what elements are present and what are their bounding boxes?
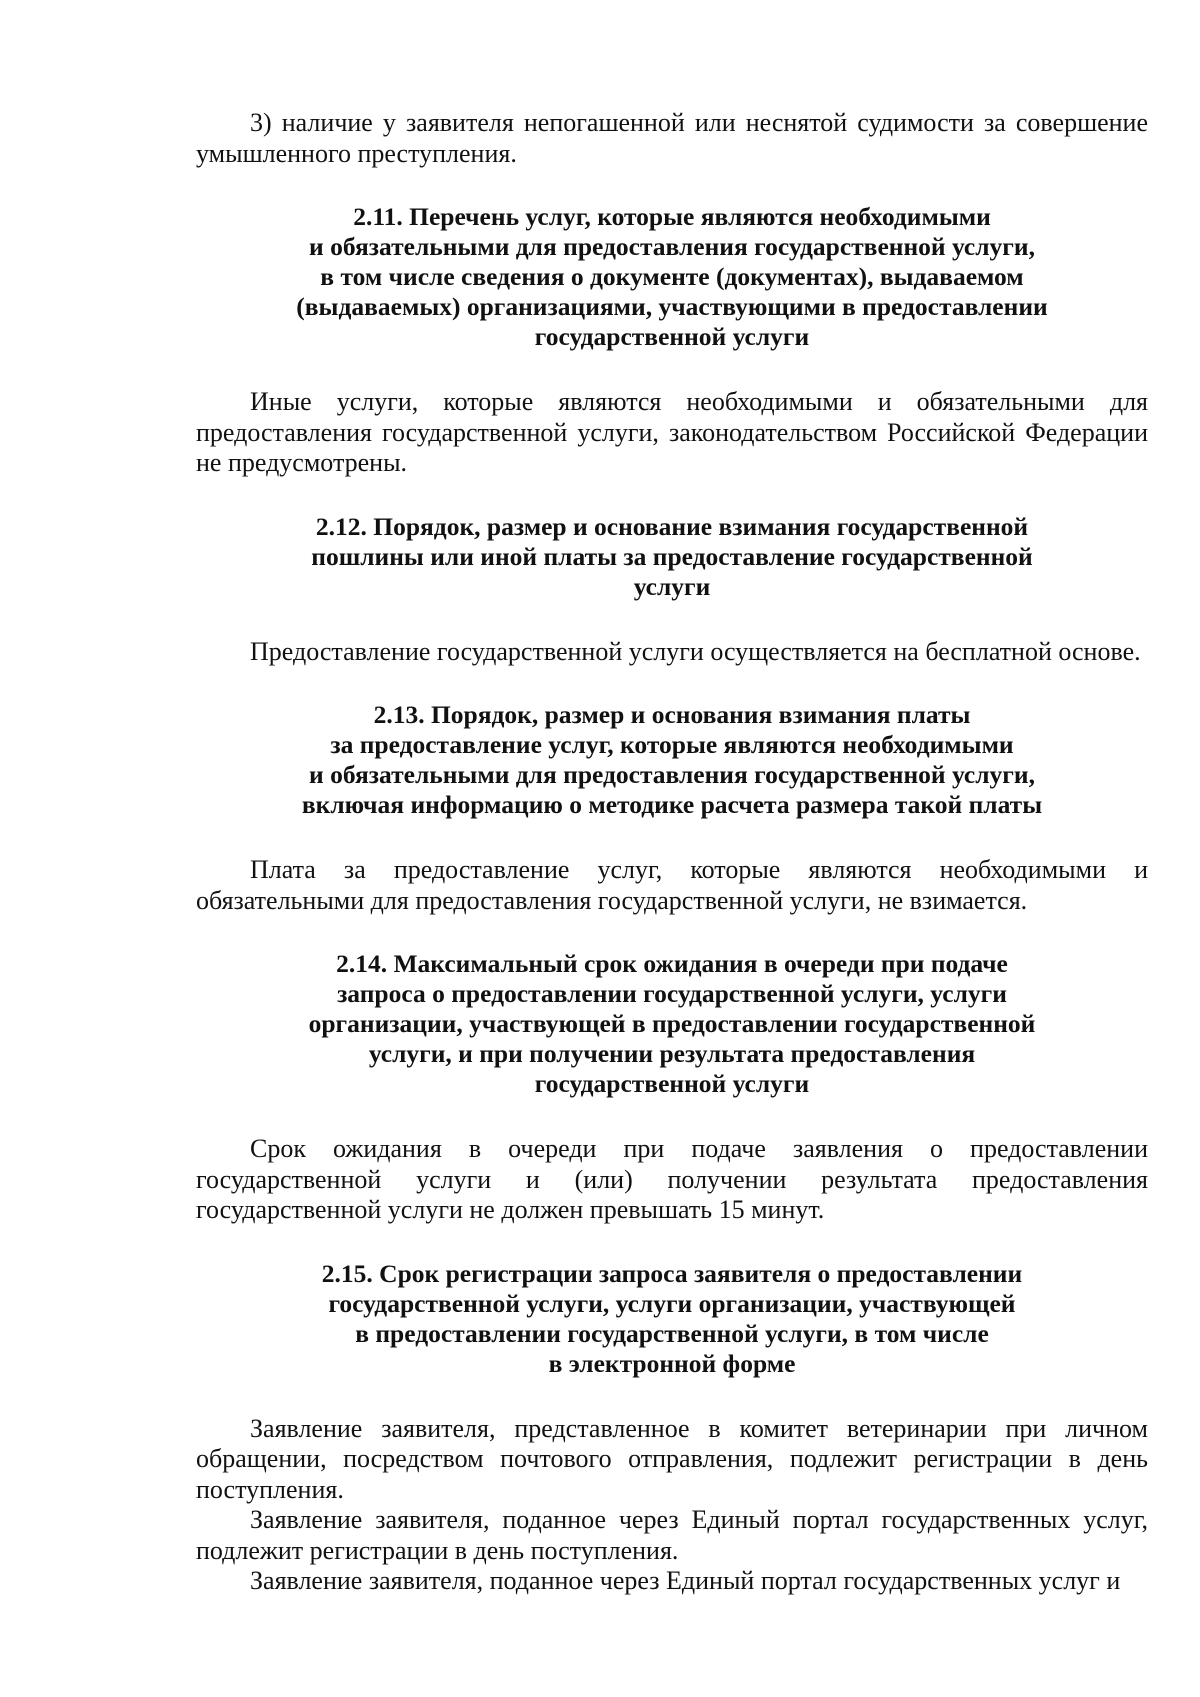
document-body [196, 108, 1148, 1597]
section-2-15-paragraph: Заявление заявителя, представленное в комитет ветеринарии при личном обращении, посредством почтового отправления, подлежит регистрации в день поступления. [196, 1413, 1148, 1504]
heading-line: в предоставлении государственной услуги, в том числе [355, 1318, 989, 1348]
heading-line: и обязательными для предоставления государственной услуги, [309, 232, 1035, 261]
section-heading-2-13 [196, 700, 1148, 820]
heading-line: 2.15. Срок регистрации запроса заявителя о предоставлении [321, 1258, 1023, 1288]
heading-line: государственной услуги [534, 1069, 810, 1098]
heading-line: государственной услуги [534, 322, 810, 351]
section-2-12-paragraph: Предоставление государственной услуги осуществляется на бесплатной основе. [250, 636, 1141, 666]
section-2-15-paragraph: Заявление заявителя, поданное через Единый портал государственных услуг, подлежит регистрации в день поступления. [196, 1505, 1148, 1565]
section-heading-2-15 [196, 1259, 1148, 1379]
heading-line: пошлины или иной платы за предоставление государственной [311, 541, 1033, 571]
heading-line: 2.12. Порядок, размер и основание взимания государственной [315, 511, 1029, 541]
heading-line: за предоставление услуг, которые являются необходимыми [330, 730, 1014, 759]
heading-line: организации, участвующей в предоставлении государственной [308, 1009, 1036, 1038]
heading-line: 2.14. Максимальный срок ожидания в очереди при подаче [336, 949, 1008, 978]
heading-line: включая информацию о методике расчета размера такой платы [301, 790, 1043, 819]
section-2-13-paragraph: Плата за предоставление услуг, которые являются необходимыми и обязательными для предоставления государственной услуги, не взимается. [196, 855, 1148, 915]
section-2-15-paragraph: Заявление заявителя, поданное через Единый портал государственных услуг и [250, 1566, 1121, 1595]
heading-line: услуги [633, 571, 711, 601]
section-2-11-paragraph: Иные услуги, которые являются необходимыми и обязательными для предоставления государственной услуги, законодательством Российской Федерации не предусмотрены. [196, 387, 1148, 477]
heading-line: государственной услуги, услуги организации, участвующей [328, 1288, 1016, 1318]
heading-line: (выдаваемых) организациями, участвующими в предоставлении [296, 292, 1048, 321]
intro-paragraph: 3) наличие у заявителя непогашенной или неснятой судимости за совершение умышленного преступления. [196, 108, 1148, 168]
heading-line: 2.13. Порядок, размер и основания взимания платы [373, 700, 971, 729]
heading-line: запроса о предоставлении государственной услуги, услуги [337, 979, 1007, 1008]
section-2-14-paragraph: Срок ожидания в очереди при подаче заявления о предоставлении государственной услуги и (или) получении результата предоставления государственной услуги не должен превышать 15 минут. [196, 1134, 1148, 1224]
section-heading-2-12 [196, 512, 1148, 602]
section-heading-2-11 [196, 202, 1148, 352]
heading-line: в электронной форме [548, 1348, 796, 1378]
heading-line: 2.11. Перечень услуг, которые являются необходимыми [353, 202, 991, 231]
heading-line: в том числе сведения о документе (документах), выдаваемом [320, 262, 1024, 291]
heading-line: и обязательными для предоставления государственной услуги, [309, 760, 1035, 789]
heading-line: услуги, и при получении результата предоставления [368, 1039, 976, 1068]
section-heading-2-14 [196, 949, 1148, 1099]
